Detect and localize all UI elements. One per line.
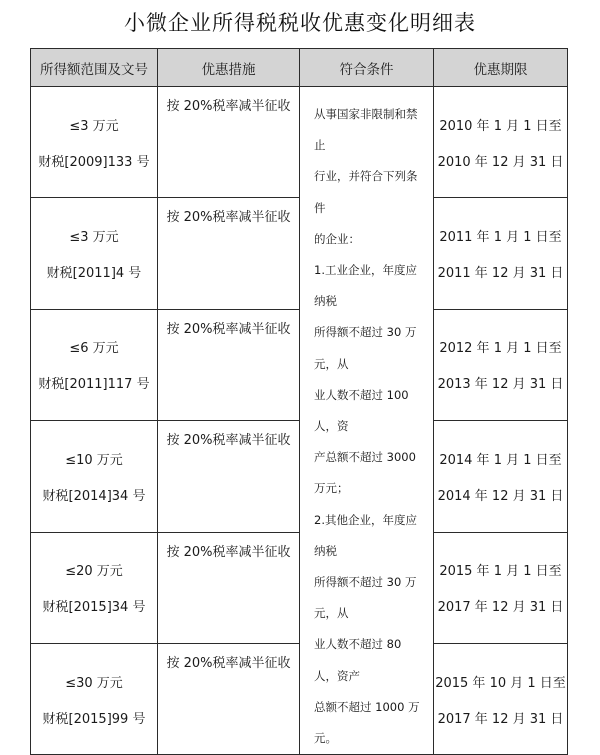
header-condition: 符合条件 [300,49,434,87]
scope-cell [31,309,158,420]
measure-text: 按 20%税率减半征收 [166,544,291,560]
condition-cell [300,87,434,755]
condition-line: 所得额不超过 30 万元，从 [314,325,417,371]
period-end: 2017 年 12 月 31 日 [437,600,564,616]
period-end: 2011 年 12 月 31 日 [437,266,564,282]
header-measure: 优惠措施 [158,49,300,87]
measure-cell [158,309,300,420]
table-title: 小微企业所得税税收优惠变化明细表 [124,11,476,35]
condition-line: 业人数不超过 100 人，资 [314,387,409,434]
income-limit: ≤10 万元 [65,452,123,468]
table-row [31,309,568,420]
measure-text: 按 20%税率减半征收 [166,99,291,114]
measure-cell [158,198,300,309]
document-number: 财税[2015]34 号 [42,600,146,616]
period-cell [434,198,568,309]
condition-line: 的企业： [314,231,360,246]
condition-line: 总额不超过 1000 万元。 [314,699,420,746]
condition-line: 2.其他企业，年度应纳税 [314,512,417,558]
condition-line: 所得额不超过 30 万元，从 [314,575,417,621]
period-end: 2010 年 12 月 31 日 [437,154,564,170]
period-end: 2013 年 12 月 31 日 [437,377,564,393]
measure-cell [158,421,300,532]
measure-text: 按 20%税率减半征收 [166,433,291,449]
header-scope: 所得额范围及文号 [31,49,158,87]
measure-cell [158,532,300,643]
income-limit: ≤30 万元 [65,675,123,691]
period-end: 2014 年 12 月 31 日 [437,488,564,504]
measure-text: 按 20%税率减半征收 [166,210,291,226]
condition-line: 行业，并符合下列条件 [314,169,418,215]
scope-cell [31,198,158,309]
condition-line: 1.工业企业，年度应纳税 [314,263,417,309]
period-cell [434,421,568,532]
table-row [31,532,568,643]
scope-cell [31,87,158,198]
period-cell [434,643,568,754]
period-end: 2017 年 12 月 31 日 [437,711,564,727]
measure-text: 按 20%税率减半征收 [166,321,291,337]
table-row [31,198,568,309]
table-row [31,421,568,532]
period-start: 2014 年 1 月 1 日至 [439,452,562,468]
period-start: 2010 年 1 月 1 日至 [439,118,562,134]
income-limit: ≤6 万元 [69,341,119,357]
condition-line: 从事国家非限制和禁止 [314,107,418,153]
document-number: 财税[2011]4 号 [46,266,142,282]
header-row [31,49,568,87]
tax-preference-table [30,48,568,755]
table-row [31,87,568,198]
income-limit: ≤20 万元 [65,564,123,580]
header-period: 优惠期限 [434,49,568,87]
scope-cell [31,532,158,643]
income-limit: ≤3 万元 [69,118,119,134]
measure-cell [158,87,300,198]
condition-line: 产总额不超过 3000 万元； [314,450,416,496]
document-number: 财税[2015]99 号 [42,711,146,727]
income-limit: ≤3 万元 [69,230,119,246]
period-start: 2015 年 1 月 1 日至 [439,564,562,580]
period-start: 2015 年 10 月 1 日至 [435,675,566,691]
document-number: 财税[2014]34 号 [42,488,146,504]
table-row-current [31,643,568,754]
document-number: 财税[2009]133 号 [38,154,150,170]
document-number: 财税[2011]117 号 [38,377,150,393]
condition-line: 业人数不超过 80 人，资产 [314,637,402,683]
period-cell [434,87,568,198]
measure-text: 按 20%税率减半征收 [166,655,291,671]
scope-cell [31,421,158,532]
measure-cell [158,643,300,754]
period-start: 2011 年 1 月 1 日至 [439,230,562,246]
period-start: 2012 年 1 月 1 日至 [439,341,562,357]
scope-cell [31,643,158,754]
period-cell [434,309,568,420]
period-cell [434,532,568,643]
